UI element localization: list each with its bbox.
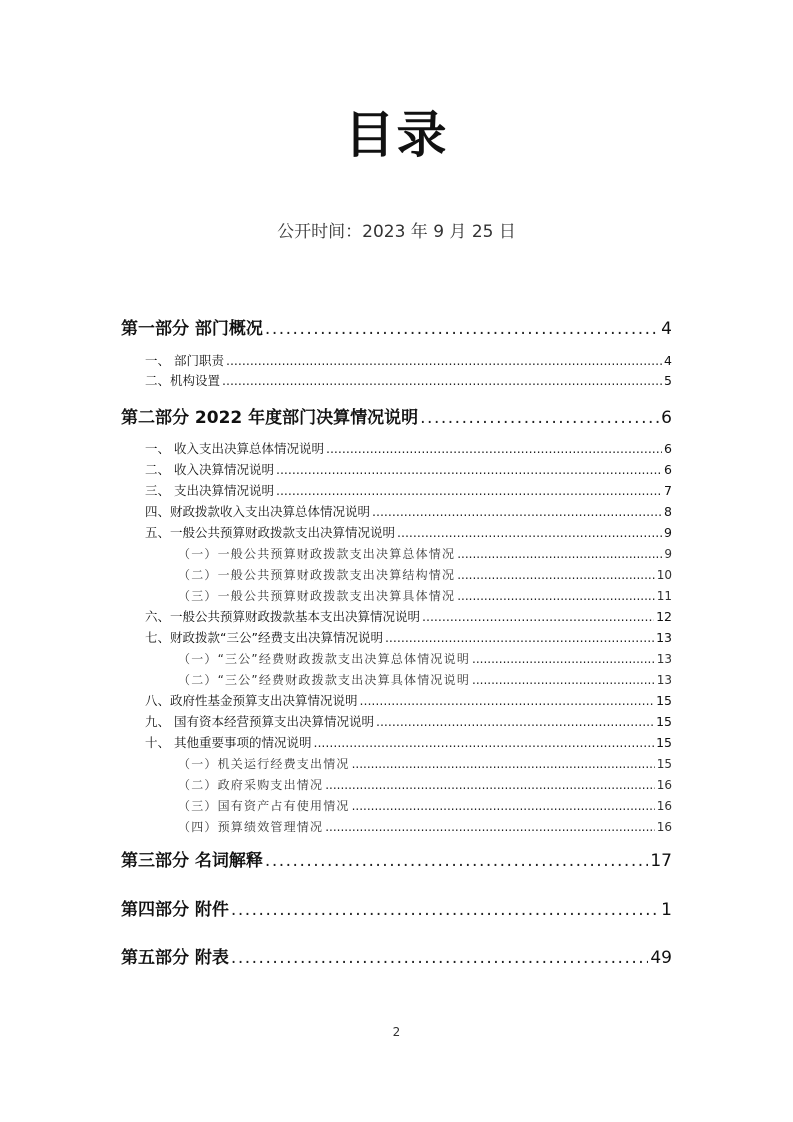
- toc-entry-page: 16: [656, 778, 672, 792]
- toc-entry[interactable]: [145, 460, 672, 480]
- toc-entry-page: 1: [661, 900, 672, 920]
- dot-leader: [397, 523, 662, 543]
- dot-leader: [472, 649, 655, 669]
- toc-entry-page: 16: [656, 820, 672, 834]
- toc-entry-page: 15: [656, 735, 672, 750]
- toc-entry[interactable]: [145, 502, 672, 522]
- publish-date: 公开时间：2023 年 9 月 25 日: [277, 222, 516, 242]
- toc-entry-label: 十、 其他重要事项的情况说明: [145, 735, 312, 750]
- dot-leader: [472, 670, 655, 690]
- toc-entry-label: 六、一般公共预算财政拨款基本支出决算情况说明: [145, 609, 421, 624]
- toc-entry-label: 九、 国有资本经营预算支出决算情况说明: [145, 714, 374, 729]
- dot-leader: [457, 544, 662, 564]
- toc-subentry[interactable]: [178, 775, 672, 795]
- dot-leader: [376, 712, 654, 732]
- toc-entry-label: 四、财政拨款收入支出决算总体情况说明: [145, 504, 371, 519]
- toc-entry-page: 7: [664, 483, 672, 498]
- toc-entry-page: 6: [664, 441, 672, 456]
- dot-leader: [422, 607, 654, 627]
- dot-leader: [457, 565, 655, 585]
- toc-entry[interactable]: [145, 733, 672, 753]
- toc-entry[interactable]: [145, 371, 672, 391]
- dot-leader: [313, 733, 654, 753]
- dot-leader: [360, 691, 655, 711]
- toc-entry-page: 6: [664, 462, 672, 477]
- dot-leader: [276, 481, 662, 501]
- toc-entry-label: 第一部分 部门概况: [121, 319, 263, 339]
- toc-entry-label: （一）“三公”经费财政拨款支出决算总体情况说明: [178, 652, 471, 666]
- toc-entry-page: 49: [650, 948, 672, 968]
- toc-entry-label: 第二部分 2022 年度部门决算情况说明: [121, 408, 419, 428]
- dot-leader: [325, 775, 655, 795]
- dot-leader: [372, 502, 662, 522]
- toc-entry-label: （一）机关运行经费支出情况: [178, 757, 350, 771]
- toc-entry-label: 八、政府性基金预算支出决算情况说明: [145, 693, 358, 708]
- toc-entry-label: 第三部分 名词解释: [121, 851, 263, 871]
- toc-entry-page: 11: [656, 589, 672, 603]
- page-number: 2: [392, 1025, 401, 1039]
- toc-entry-part-1[interactable]: [121, 316, 672, 342]
- toc-entry-page: 15: [656, 693, 672, 708]
- toc-entry-part-4[interactable]: [121, 897, 672, 923]
- toc-entry[interactable]: [145, 439, 672, 459]
- dot-leader: [385, 628, 654, 648]
- toc-entry-label: 三、 支出决算情况说明: [145, 483, 274, 498]
- dot-leader: [226, 351, 662, 371]
- toc-entry-label: 第五部分 附表: [121, 948, 229, 968]
- toc-entry-page: 13: [656, 673, 672, 687]
- toc-entry-label: （三）国有资产占有使用情况: [178, 799, 350, 813]
- toc-entry-label: 七、财政拨款“三公”经费支出决算情况说明: [145, 630, 383, 645]
- toc-entry-label: （三）一般公共预算财政拨款支出决算具体情况: [178, 589, 456, 603]
- toc-entry-page: 4: [661, 319, 672, 339]
- toc-subentry[interactable]: [178, 565, 672, 585]
- toc-entry-label: 一、 收入支出决算总体情况说明: [145, 441, 324, 456]
- toc-subentry[interactable]: [178, 817, 672, 837]
- toc-entry-page: 5: [664, 373, 672, 388]
- toc-entry-label: （一）一般公共预算财政拨款支出决算总体情况: [178, 547, 456, 561]
- toc-entry[interactable]: [145, 523, 672, 543]
- toc-entry-label: 第四部分 附件: [121, 900, 229, 920]
- toc-entry-page: 16: [656, 799, 672, 813]
- dot-leader: [231, 897, 659, 923]
- toc-subentry[interactable]: [178, 754, 672, 774]
- toc-entry-page: 12: [656, 609, 672, 624]
- toc-entry-page: 13: [656, 630, 672, 645]
- dot-leader: [265, 848, 648, 874]
- toc-subentry[interactable]: [178, 544, 672, 564]
- dot-leader: [352, 754, 655, 774]
- toc-subentry[interactable]: [178, 796, 672, 816]
- toc-entry-page: 15: [656, 757, 672, 771]
- dot-leader: [265, 316, 659, 342]
- toc-entry[interactable]: [145, 607, 672, 627]
- toc-entry-label: （二）政府采购支出情况: [178, 778, 324, 792]
- toc-entry-page: 9: [664, 547, 672, 561]
- toc-entry-label: 一、 部门职责: [145, 353, 224, 368]
- toc-entry-page: 15: [656, 714, 672, 729]
- toc-subentry[interactable]: [178, 649, 672, 669]
- toc-entry-page: 17: [650, 851, 672, 871]
- toc-entry-page: 13: [656, 652, 672, 666]
- toc-entry-label: （四）预算绩效管理情况: [178, 820, 324, 834]
- toc-entry-label: 二、机构设置: [145, 373, 221, 388]
- toc-subentry[interactable]: [178, 586, 672, 606]
- toc-entry-part-5[interactable]: [121, 945, 672, 971]
- toc-entry-label: 二、 收入决算情况说明: [145, 462, 274, 477]
- dot-leader: [457, 586, 655, 606]
- dot-leader: [420, 405, 659, 431]
- dot-leader: [231, 945, 648, 971]
- toc-entry[interactable]: [145, 691, 672, 711]
- dot-leader: [326, 439, 662, 459]
- toc-subentry[interactable]: [178, 670, 672, 690]
- toc-entry[interactable]: [145, 712, 672, 732]
- toc-entry[interactable]: [145, 628, 672, 648]
- toc-entry[interactable]: [145, 351, 672, 371]
- toc-entry-page: 10: [656, 568, 672, 582]
- dot-leader: [352, 796, 655, 816]
- dot-leader: [222, 371, 662, 391]
- dot-leader: [325, 817, 655, 837]
- dot-leader: [276, 460, 662, 480]
- toc-entry-label: （二）“三公”经费财政拨款支出决算具体情况说明: [178, 673, 471, 687]
- toc-entry-page: 8: [664, 504, 672, 519]
- toc-entry-label: 五、一般公共预算财政拨款支出决算情况说明: [145, 525, 396, 540]
- toc-entry-page: 6: [661, 408, 672, 428]
- toc-entry-label: （二）一般公共预算财政拨款支出决算结构情况: [178, 568, 456, 582]
- toc-entry-page: 9: [664, 525, 672, 540]
- toc-entry[interactable]: [145, 481, 672, 501]
- toc-entry-part-3[interactable]: [121, 848, 672, 874]
- page-title: 目录: [344, 106, 449, 164]
- toc-entry-part-2[interactable]: [121, 405, 672, 431]
- toc-entry-page: 4: [664, 353, 672, 368]
